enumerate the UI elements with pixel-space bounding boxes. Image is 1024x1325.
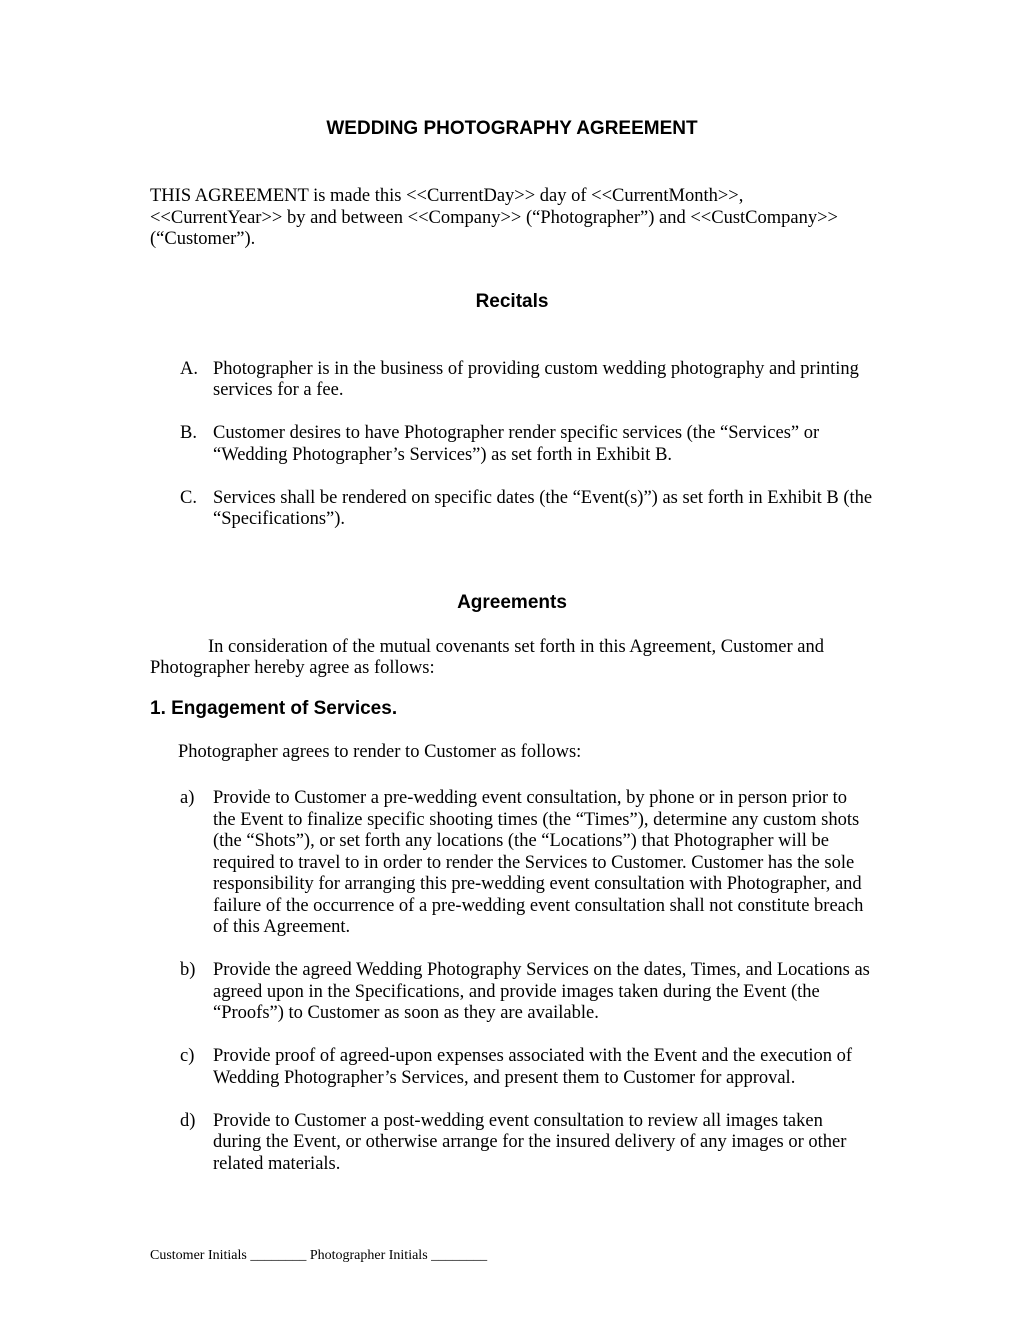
service-marker-c: c) <box>180 1046 195 1066</box>
recital-text-a: Photographer is in the business of providing custom wedding photography and printing services for a fee. <box>213 358 859 400</box>
service-text-b: Provide the agreed Wedding Photography Services on the dates, Times, and Locations as agreed upon in the Specifications, and provide images taken during the Event (the “Proofs”) to Customer as soon as they are available. <box>213 960 870 1023</box>
recital-marker-b: B. <box>180 423 197 443</box>
recitals-heading: Recitals <box>475 290 549 312</box>
service-text-d: Provide to Customer a post-wedding event consultation to review all images taken during the Event, or otherwise arrange for the insured delivery of any images or other related materials. <box>213 1110 847 1174</box>
customer-initials-line: ________ <box>250 1248 307 1263</box>
service-item-d <box>150 1111 874 1176</box>
recital-item-c <box>150 488 874 531</box>
photographer-initials-label: Photographer Initials <box>309 1248 428 1263</box>
section-1-lead: Photographer agrees to render to Customer as follows: <box>178 741 582 762</box>
recital-marker-c: C. <box>180 487 197 508</box>
service-text-c: Provide proof of agreed-upon expenses associated with the Event and the execution of Wedding Photographer’s Services, and present them to Customer for approval. <box>213 1046 853 1088</box>
photographer-initials-line: ________ <box>431 1248 488 1263</box>
customer-initials-label: Customer Initials <box>150 1248 247 1263</box>
service-item-a <box>150 788 874 939</box>
intro-paragraph: THIS AGREEMENT is made this <<CurrentDay>> day of <<CurrentMonth>>, <<CurrentYear>> by and between <<Company>> (“Photographer”) and <<CustCompany>> (“Customer”). <box>150 186 838 249</box>
recital-item-a <box>150 359 874 402</box>
agreements-heading: Agreements <box>457 591 567 613</box>
recital-item-b <box>150 423 874 466</box>
section-1-heading: 1. Engagement of Services. <box>150 697 398 719</box>
document-title: WEDDING PHOTOGRAPHY AGREEMENT <box>326 118 698 139</box>
service-marker-d: d) <box>180 1110 196 1131</box>
recital-text-c: Services shall be rendered on specific dates (the “Event(s)”) as set forth in Exhibit B (the “Specifications”). <box>213 487 873 529</box>
recitals-list <box>150 359 874 531</box>
service-marker-b: b) <box>180 960 196 980</box>
service-item-c <box>150 1046 874 1089</box>
service-marker-a: a) <box>180 788 195 808</box>
recital-text-b: Customer desires to have Photographer render specific services (the “Services” or “Wedding Photographer’s Services”) as set forth in Exhibit B. <box>213 423 820 465</box>
initials-footer <box>150 1247 487 1265</box>
recital-marker-a: A. <box>180 358 198 379</box>
services-list <box>150 788 874 1175</box>
service-text-a: Provide to Customer a pre-wedding event consultation, by phone or in person prior to the Event to finalize specific shooting times (the “Times”), determine any custom shots (the “Shots”), or set forth any locations (the “Locations”) that Photographer will be required to travel to in order to render the Services to Customer. Customer has the sole responsibility for arranging this pre-wedding event consultation with Photographer, and failure of the occurrence of a pre-wedding event consultation shall not constitute breach of this Agreement. <box>213 788 864 937</box>
service-item-b <box>150 960 874 1025</box>
consideration-paragraph: In consideration of the mutual covenants set forth in this Agreement, Customer and Photographer hereby agree as follows: <box>150 636 825 678</box>
